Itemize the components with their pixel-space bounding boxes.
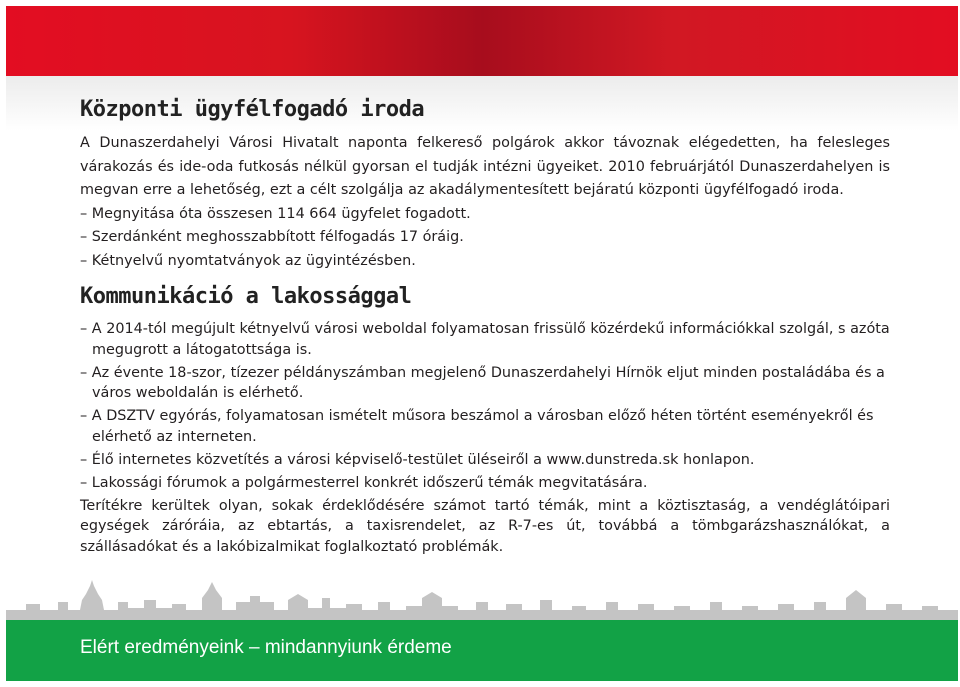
list-item: – Lakossági fórumok a polgármesterrel konkrét időszerű témák megvitatására. bbox=[80, 474, 648, 491]
page-content bbox=[80, 96, 890, 557]
list-item: – Élő internetes közvetítés a városi képviselő-testület üléseiről a www.dunstreda.sk honlapon. bbox=[80, 451, 755, 468]
header-red-band bbox=[6, 6, 958, 76]
list-item: – Megnyitása óta összesen 114 664 ügyfelet fogadott. bbox=[80, 205, 471, 222]
list-item: – A DSZTV egyórás, folyamatosan ismételt műsora beszámol a városban előző héten történt eseményekről és elérhető az interneten. bbox=[80, 408, 874, 445]
footer-banner bbox=[6, 620, 958, 681]
section-title-customer-office: Központi ügyfélfogadó iroda bbox=[80, 97, 425, 122]
list-item: – A 2014-tól megújult kétnyelvű városi weboldal folyamatosan frissülő közérdekű információkkal szolgál, s azóta megugrott a látogatottsága is. bbox=[80, 321, 890, 358]
section1-intro: A Dunaszerdahelyi Városi Hivatalt naponta felkereső polgárok akkor távoznak elégedetten, ha felesleges várakozás és ide-oda futkosás nélkül gyorsan el tudják intézni ügyeiket. 2010 februárjától Dunaszerdahelyen is megvan erre a lehetőség, ezt a célt szolgálja az akadálymentesített bejáratú központi ügyfélfogadó iroda. bbox=[80, 135, 890, 198]
section-title-communication: Kommunikáció a lakossággal bbox=[80, 284, 412, 309]
city-skyline-icon bbox=[6, 580, 958, 620]
section2-list bbox=[80, 319, 890, 493]
list-item: – Az évente 18-szor, tízezer példányszámban megjelenő Dunaszerdahelyi Hírnök eljut minden postaládába és a város weboldalán is elérhető. bbox=[80, 364, 885, 401]
footer-slogan: Elért eredményeink – mindannyiunk érdeme bbox=[80, 637, 452, 658]
list-item: – Kétnyelvű nyomtatványok az ügyintézésben. bbox=[80, 252, 416, 269]
section1-list bbox=[80, 203, 890, 274]
section2-outro: Terítékre kerültek olyan, sokak érdeklődésére számot tartó témák, mint a köztisztaság, a vendéglátóipari egységek záróráia, az ebtartás, a taxisrendelet, az R-7-es út, továbbá a tömbgarázshasználókat, a szállásadókat és a lakóbizalmikat foglalkoztató problémák. bbox=[80, 497, 890, 555]
list-item: – Szerdánként meghosszabbított félfogadás 17 óráig. bbox=[80, 229, 464, 245]
